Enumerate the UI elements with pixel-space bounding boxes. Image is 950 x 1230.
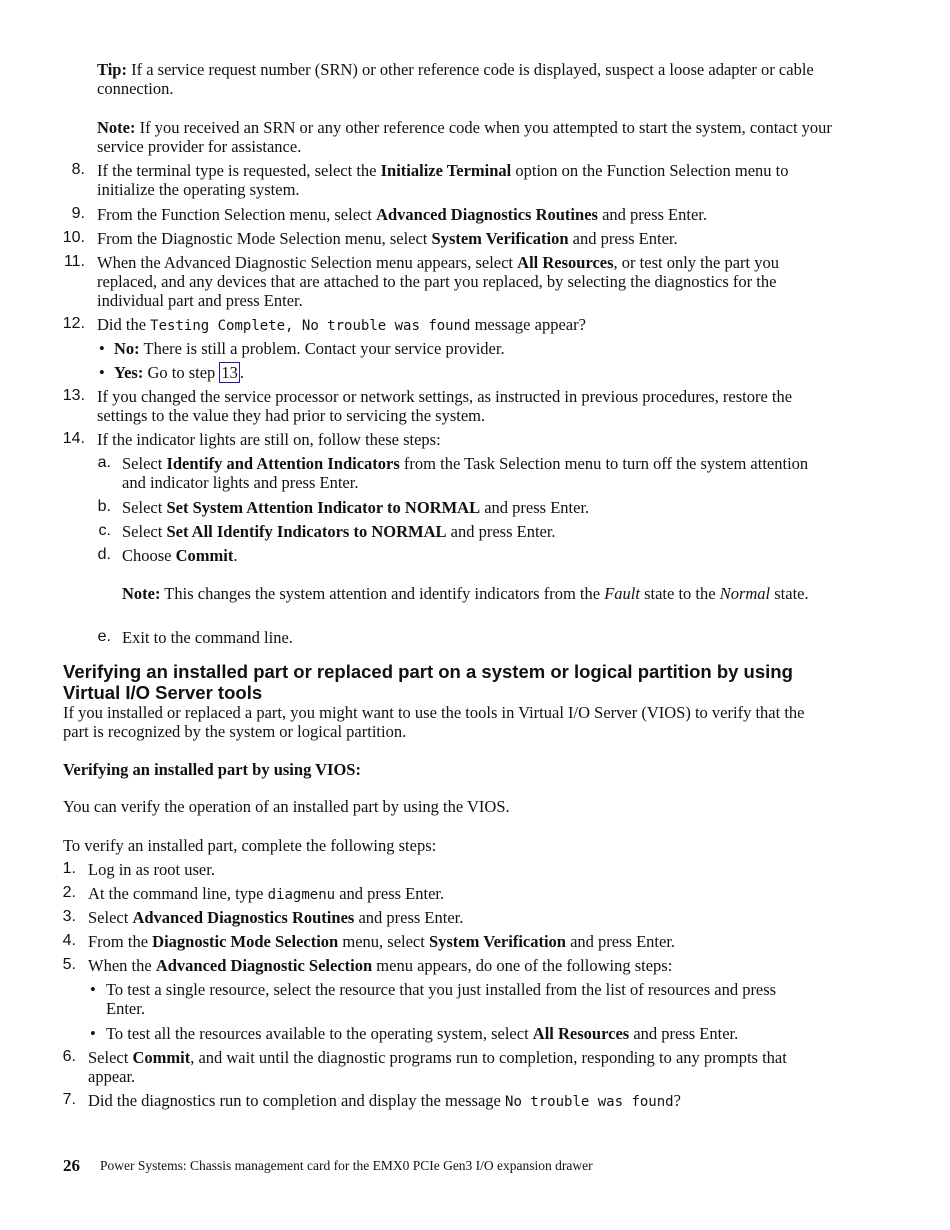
code-text: diagmenu: [267, 887, 336, 903]
vios-step-5-option-1: To test a single resource, select the resource that you just installed from the list of resources and press Enter.: [106, 980, 777, 1018]
step-number: 14.: [62, 430, 85, 447]
vios-step-6: Select Commit, and wait until the diagnostic programs run to completion, responding to any prompts that appear.: [88, 1048, 787, 1086]
step-14b-text: Select Set System Attention Indicator to NORMAL and press Enter.: [122, 498, 590, 517]
paragraph: You can verify the operation of an installed part by using the VIOS.: [63, 797, 510, 816]
bullet: •: [90, 1024, 96, 1043]
step-number: 4.: [62, 932, 76, 949]
code-text: No trouble was found: [505, 1094, 674, 1110]
footer-title: Power Systems: Chassis management card for the EMX0 PCIe Gen3 I/O expansion drawer: [100, 1158, 593, 1173]
step-number: 13.: [62, 387, 85, 404]
step-14d-text: Choose Commit.: [122, 546, 238, 565]
note-text: If you received an SRN or any other reference code when you attempted to start the system, contact your service provider for assistance.: [97, 118, 832, 156]
vios-step-2: At the command line, type diagmenu and press Enter.: [88, 884, 445, 903]
tip-paragraph: [97, 60, 832, 98]
step-number: 1.: [62, 860, 76, 877]
step-number: 7.: [62, 1091, 76, 1108]
step-12-text: Did the Testing Complete, No trouble was found message appear?: [97, 315, 586, 334]
step-number: 6.: [62, 1048, 76, 1065]
step-11-text: When the Advanced Diagnostic Selection menu appears, select All Resources, or test only the part you replaced, and any devices that are attached to the part you replaced, by selecting the diagnostics for the individual part and press Enter.: [97, 253, 779, 310]
step-12-yes: Yes: Go to step 13 .: [114, 363, 245, 382]
step-number: 11.: [63, 253, 85, 270]
section-intro: If you installed or replaced a part, you might want to use the tools in Virtual I/O Server (VIOS) to verify that the part is recognized by the system or logical partition.: [63, 703, 805, 741]
substep-letter: b.: [97, 498, 111, 515]
bullet: •: [99, 363, 105, 382]
vios-step-7: Did the diagnostics run to completion and display the message No trouble was found?: [88, 1091, 681, 1110]
step-13-link[interactable]: 13: [221, 363, 238, 382]
vios-step-1: Log in as root user.: [88, 860, 215, 879]
tip-text: If a service request number (SRN) or other reference code is displayed, suspect a loose adapter or cable connection.: [97, 60, 814, 98]
paragraph: To verify an installed part, complete the following steps:: [63, 836, 437, 855]
step-14a-text: Select Identify and Attention Indicators from the Task Selection menu to turn off the system attention and indicator lights and press Enter.: [122, 454, 809, 492]
vios-step-5-option-2: To test all the resources available to the operating system, select All Resources and press Enter.: [106, 1024, 739, 1043]
step-number: 10.: [62, 229, 85, 246]
substep-letter: d.: [97, 546, 111, 563]
substep-letter: a.: [97, 454, 111, 471]
step-8-text: If the terminal type is requested, select the Initialize Terminal option on the Function Selection menu to initialize the operating system.: [97, 161, 789, 199]
vios-step-3: Select Advanced Diagnostics Routines and press Enter.: [88, 908, 464, 927]
step-number: 8.: [71, 161, 85, 178]
step-12-no: No: There is still a problem. Contact your service provider.: [114, 339, 505, 358]
step-13-text: If you changed the service processor or network settings, as instructed in previous procedures, restore the settings to the value they had prior to servicing the system.: [97, 387, 793, 425]
subsection-heading: Verifying an installed part by using VIOS:: [63, 760, 361, 779]
bullet: •: [99, 339, 105, 358]
vios-step-5: When the Advanced Diagnostic Selection menu appears, do one of the following steps:: [88, 956, 673, 975]
step-number: 3.: [62, 908, 76, 925]
tip-label: Tip:: [97, 60, 127, 79]
step-number: 2.: [62, 884, 76, 901]
substep-letter: c.: [98, 522, 111, 539]
code-text: Testing Complete, No trouble was found: [150, 318, 471, 334]
note-paragraph: Note: This changes the system attention and identify indicators from the Fault state to the Normal state.: [122, 584, 809, 603]
vios-step-4: From the Diagnostic Mode Selection menu, select System Verification and press Enter.: [88, 932, 676, 951]
step-number: 9.: [71, 205, 85, 222]
step-number: 12.: [62, 315, 85, 332]
step-14c-text: Select Set All Identify Indicators to NORMAL and press Enter.: [122, 522, 556, 541]
page-number: 26: [63, 1156, 80, 1175]
step-14e-text: Exit to the command line.: [122, 628, 293, 647]
step-number: 5.: [62, 956, 76, 973]
step-14-text: If the indicator lights are still on, follow these steps:: [97, 430, 441, 449]
note-label: Note:: [97, 118, 136, 137]
step-10-text: From the Diagnostic Mode Selection menu, select System Verification and press Enter.: [97, 229, 678, 248]
section-heading: Verifying an installed part or replaced part on a system or logical partition by using Virtual I/O Server tools: [63, 661, 793, 703]
bullet: •: [90, 980, 96, 999]
substep-letter: e.: [97, 628, 111, 645]
note-paragraph: [97, 118, 832, 156]
step-9-text: From the Function Selection menu, select Advanced Diagnostics Routines and press Enter.: [97, 205, 707, 224]
